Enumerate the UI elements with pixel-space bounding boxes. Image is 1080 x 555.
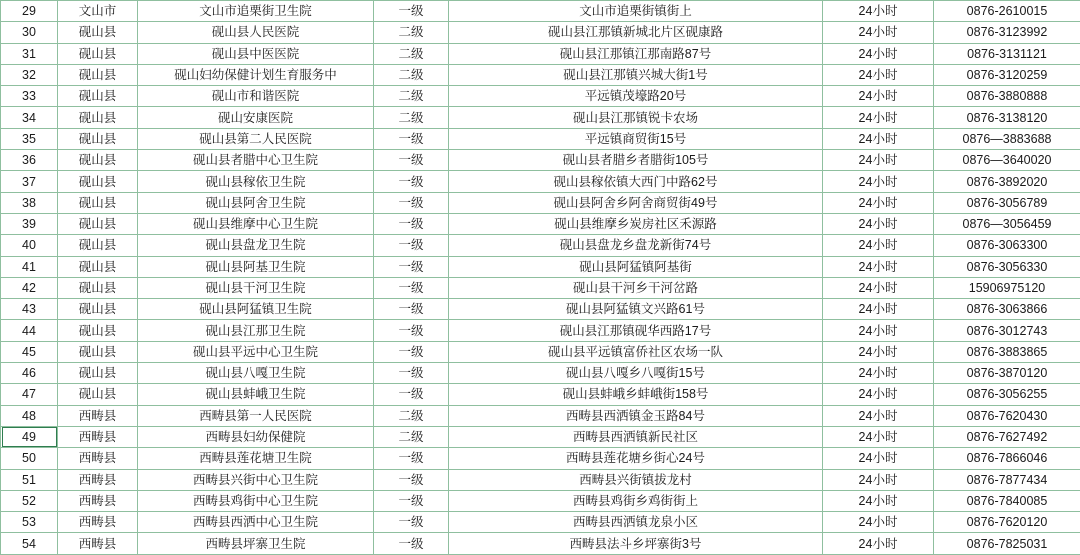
cell-area[interactable]: 西畴县 [58,426,138,447]
table-row[interactable] [1,22,1080,43]
cell-address[interactable]: 西畴县兴街镇拔龙村 [449,469,823,490]
cell-address[interactable]: 平远镇商贸街15号 [449,128,823,149]
cell-hours[interactable]: 24小时 [823,490,934,511]
cell-index[interactable]: 54 [1,533,58,554]
cell-hours[interactable]: 24小时 [823,363,934,384]
cell-name[interactable]: 砚山县第二人民医院 [138,128,374,149]
cell-name[interactable]: 砚山县稼依卫生院 [138,171,374,192]
cell-phone[interactable]: 0876-3063300 [934,235,1080,256]
cell-hours[interactable]: 24小时 [823,256,934,277]
cell-hours[interactable]: 24小时 [823,192,934,213]
cell-phone[interactable]: 0876-3063866 [934,299,1080,320]
cell-index[interactable]: 51 [1,469,58,490]
cell-phone[interactable]: 0876-3012743 [934,320,1080,341]
cell-index[interactable]: 35 [1,128,58,149]
cell-index[interactable]: 36 [1,150,58,171]
cell-name[interactable]: 砚山妇幼保健计划生育服务中 [138,64,374,85]
cell-address[interactable]: 砚山县阿猛镇文兴路61号 [449,299,823,320]
cell-hours[interactable]: 24小时 [823,22,934,43]
cell-area[interactable]: 砚山县 [58,43,138,64]
cell-level[interactable]: 一级 [374,277,449,298]
cell-address[interactable]: 砚山县者腊乡者腊街105号 [449,150,823,171]
cell-index[interactable]: 52 [1,490,58,511]
cell-address[interactable]: 砚山县阿舍乡阿舍商贸街49号 [449,192,823,213]
cell-area[interactable]: 西畴县 [58,469,138,490]
cell-hours[interactable]: 24小时 [823,512,934,533]
cell-name[interactable]: 西畴县鸡街中心卫生院 [138,490,374,511]
cell-hours[interactable]: 24小时 [823,341,934,362]
cell-area[interactable]: 西畴县 [58,405,138,426]
cell-phone[interactable]: 0876-3883865 [934,341,1080,362]
cell-address[interactable]: 砚山县江那镇兴城大街1号 [449,64,823,85]
table-row[interactable] [1,363,1080,384]
table-row[interactable] [1,256,1080,277]
cell-name[interactable]: 砚山县人民医院 [138,22,374,43]
cell-hours[interactable]: 24小时 [823,128,934,149]
cell-phone[interactable]: 0876-3870120 [934,363,1080,384]
cell-hours[interactable]: 24小时 [823,384,934,405]
cell-name[interactable]: 西畴县妇幼保健院 [138,426,374,447]
cell-hours[interactable]: 24小时 [823,43,934,64]
cell-level[interactable]: 一级 [374,490,449,511]
cell-phone[interactable]: 0876-3120259 [934,64,1080,85]
cell-phone[interactable]: 0876-7620430 [934,405,1080,426]
table-row[interactable] [1,341,1080,362]
cell-phone[interactable]: 0876-3056789 [934,192,1080,213]
cell-phone[interactable]: 0876-3056330 [934,256,1080,277]
cell-level[interactable]: 一级 [374,192,449,213]
cell-area[interactable]: 砚山县 [58,363,138,384]
cell-area[interactable]: 砚山县 [58,213,138,234]
cell-hours[interactable]: 24小时 [823,533,934,554]
cell-index[interactable]: 53 [1,512,58,533]
cell-level[interactable]: 一级 [374,171,449,192]
cell-address[interactable]: 砚山县干河乡干河岔路 [449,277,823,298]
cell-index[interactable]: 41 [1,256,58,277]
cell-level[interactable]: 一级 [374,533,449,554]
cell-hours[interactable]: 24小时 [823,213,934,234]
cell-address[interactable]: 西畴县西洒镇龙泉小区 [449,512,823,533]
cell-area[interactable]: 西畴县 [58,512,138,533]
cell-address[interactable]: 砚山县阿猛镇阿基街 [449,256,823,277]
cell-index[interactable]: 31 [1,43,58,64]
table-row[interactable] [1,128,1080,149]
cell-area[interactable]: 西畴县 [58,490,138,511]
cell-level[interactable]: 一级 [374,150,449,171]
cell-index[interactable]: 39 [1,213,58,234]
cell-address[interactable]: 西畴县鸡街乡鸡街街上 [449,490,823,511]
table-row[interactable] [1,107,1080,128]
cell-address[interactable]: 砚山县江那镇砚华西路17号 [449,320,823,341]
cell-hours[interactable]: 24小时 [823,320,934,341]
table-row[interactable] [1,320,1080,341]
cell-name[interactable]: 砚山县阿基卫生院 [138,256,374,277]
cell-level[interactable]: 二级 [374,107,449,128]
cell-hours[interactable]: 24小时 [823,235,934,256]
cell-phone[interactable]: 0876-3123992 [934,22,1080,43]
cell-index[interactable]: 33 [1,86,58,107]
cell-phone[interactable]: 0876-3892020 [934,171,1080,192]
cell-hours[interactable]: 24小时 [823,405,934,426]
cell-area[interactable]: 砚山县 [58,64,138,85]
table-row[interactable] [1,1,1080,22]
cell-name[interactable]: 砚山县平远中心卫生院 [138,341,374,362]
cell-address[interactable]: 西畴县西洒镇新民社区 [449,426,823,447]
cell-name[interactable]: 砚山县江那卫生院 [138,320,374,341]
cell-address[interactable]: 西畴县西洒镇金玉路84号 [449,405,823,426]
cell-address[interactable]: 平远镇茂壕路20号 [449,86,823,107]
table-row[interactable] [1,384,1080,405]
cell-name[interactable]: 砚山县干河卫生院 [138,277,374,298]
cell-phone[interactable]: 0876—3640020 [934,150,1080,171]
table-body [1,1,1080,555]
cell-index[interactable]: 42 [1,277,58,298]
cell-level[interactable]: 一级 [374,384,449,405]
cell-name[interactable]: 砚山县者腊中心卫生院 [138,150,374,171]
cell-address[interactable]: 砚山县江那镇锐卡农场 [449,107,823,128]
cell-index[interactable]: 49 [1,426,58,447]
cell-address[interactable]: 西畴县莲花塘乡街心24号 [449,448,823,469]
cell-name[interactable]: 砚山县盘龙卫生院 [138,235,374,256]
cell-hours[interactable]: 24小时 [823,171,934,192]
cell-level[interactable]: 一级 [374,299,449,320]
cell-phone[interactable]: 0876—3883688 [934,128,1080,149]
cell-name[interactable]: 砚山县八嘎卫生院 [138,363,374,384]
cell-index[interactable]: 30 [1,22,58,43]
cell-level[interactable]: 一级 [374,341,449,362]
table-row[interactable] [1,235,1080,256]
cell-level[interactable]: 一级 [374,235,449,256]
cell-level[interactable]: 一级 [374,213,449,234]
cell-index[interactable]: 43 [1,299,58,320]
cell-name[interactable]: 砚山县阿猛镇卫生院 [138,299,374,320]
cell-index[interactable]: 32 [1,64,58,85]
cell-phone[interactable]: 0876-2610015 [934,1,1080,22]
cell-address[interactable]: 砚山县江那镇新城北片区砚康路 [449,22,823,43]
cell-name[interactable]: 西畴县坪寨卫生院 [138,533,374,554]
cell-level[interactable]: 二级 [374,64,449,85]
cell-address[interactable]: 砚山县盘龙乡盘龙新街74号 [449,235,823,256]
table-row[interactable] [1,533,1080,554]
cell-name[interactable]: 西畴县兴街中心卫生院 [138,469,374,490]
table-row[interactable] [1,405,1080,426]
table-row[interactable] [1,448,1080,469]
cell-hours[interactable]: 24小时 [823,86,934,107]
cell-phone[interactable]: 0876-7840085 [934,490,1080,511]
cell-phone[interactable]: 15906975120 [934,277,1080,298]
table-row[interactable] [1,490,1080,511]
cell-index[interactable]: 38 [1,192,58,213]
cell-address[interactable]: 砚山县平远镇富侨社区农场一队 [449,341,823,362]
cell-area[interactable]: 砚山县 [58,22,138,43]
cell-hours[interactable]: 24小时 [823,150,934,171]
table-row[interactable] [1,192,1080,213]
cell-address[interactable]: 砚山县蚌峨乡蚌峨街158号 [449,384,823,405]
cell-address[interactable]: 砚山县江那镇江那南路87号 [449,43,823,64]
cell-area[interactable]: 砚山县 [58,299,138,320]
cell-phone[interactable]: 0876-3138120 [934,107,1080,128]
cell-index[interactable]: 46 [1,363,58,384]
cell-index[interactable]: 40 [1,235,58,256]
cell-area[interactable]: 砚山县 [58,128,138,149]
cell-level[interactable]: 一级 [374,128,449,149]
cell-area[interactable]: 文山市 [58,1,138,22]
table-row[interactable] [1,213,1080,234]
cell-name[interactable]: 砚山县阿舍卫生院 [138,192,374,213]
cell-level[interactable]: 二级 [374,426,449,447]
cell-hours[interactable]: 24小时 [823,107,934,128]
cell-name[interactable]: 西畴县莲花塘卫生院 [138,448,374,469]
cell-level[interactable]: 一级 [374,320,449,341]
cell-name[interactable]: 砚山安康医院 [138,107,374,128]
table-row[interactable] [1,277,1080,298]
cell-name[interactable]: 砚山县蚌峨卫生院 [138,384,374,405]
cell-hours[interactable]: 24小时 [823,299,934,320]
cell-address[interactable]: 砚山县稼依镇大西门中路62号 [449,171,823,192]
cell-phone[interactable]: 0876-3131121 [934,43,1080,64]
cell-area[interactable]: 砚山县 [58,341,138,362]
cell-area[interactable]: 砚山县 [58,384,138,405]
cell-phone[interactable]: 0876-3880888 [934,86,1080,107]
cell-index[interactable]: 48 [1,405,58,426]
cell-index[interactable]: 50 [1,448,58,469]
cell-level[interactable]: 二级 [374,86,449,107]
cell-index[interactable]: 47 [1,384,58,405]
cell-area[interactable]: 砚山县 [58,256,138,277]
cell-index[interactable]: 34 [1,107,58,128]
cell-hours[interactable]: 24小时 [823,469,934,490]
cell-address[interactable]: 砚山县八嘎乡八嘎街15号 [449,363,823,384]
cell-level[interactable]: 二级 [374,43,449,64]
cell-phone[interactable]: 0876-7627492 [934,426,1080,447]
cell-name[interactable]: 西畴县第一人民医院 [138,405,374,426]
cell-area[interactable]: 砚山县 [58,192,138,213]
cell-name[interactable]: 砚山县维摩中心卫生院 [138,213,374,234]
cell-phone[interactable]: 0876-7825031 [934,533,1080,554]
table-row[interactable] [1,86,1080,107]
cell-area[interactable]: 西畴县 [58,533,138,554]
cell-hours[interactable]: 24小时 [823,426,934,447]
cell-level[interactable]: 二级 [374,405,449,426]
table-row[interactable] [1,299,1080,320]
cell-index[interactable]: 37 [1,171,58,192]
cell-name[interactable]: 砚山县中医医院 [138,43,374,64]
cell-hours[interactable]: 24小时 [823,1,934,22]
cell-address[interactable]: 西畴县法斗乡坪寨街3号 [449,533,823,554]
cell-address[interactable]: 砚山县维摩乡炭房社区禾源路 [449,213,823,234]
cell-address[interactable]: 文山市追栗街镇街上 [449,1,823,22]
cell-phone[interactable]: 0876-7866046 [934,448,1080,469]
cell-level[interactable]: 一级 [374,448,449,469]
cell-hours[interactable]: 24小时 [823,277,934,298]
cell-phone[interactable]: 0876-7877434 [934,469,1080,490]
table-row[interactable] [1,512,1080,533]
cell-index[interactable]: 45 [1,341,58,362]
cell-level[interactable]: 一级 [374,256,449,277]
table-row[interactable] [1,171,1080,192]
table-row[interactable] [1,150,1080,171]
cell-level[interactable]: 一级 [374,469,449,490]
cell-area[interactable]: 砚山县 [58,277,138,298]
cell-hours[interactable]: 24小时 [823,64,934,85]
cell-area[interactable]: 砚山县 [58,150,138,171]
table-row[interactable] [1,43,1080,64]
cell-area[interactable]: 砚山县 [58,86,138,107]
cell-phone[interactable]: 0876-3056255 [934,384,1080,405]
cell-index[interactable]: 29 [1,1,58,22]
cell-index[interactable]: 44 [1,320,58,341]
cell-area[interactable]: 砚山县 [58,171,138,192]
cell-level[interactable]: 一级 [374,363,449,384]
cell-area[interactable]: 砚山县 [58,235,138,256]
table-row[interactable] [1,426,1080,447]
table-row[interactable] [1,469,1080,490]
cell-hours[interactable]: 24小时 [823,448,934,469]
cell-phone[interactable]: 0876—3056459 [934,213,1080,234]
cell-area[interactable]: 砚山县 [58,107,138,128]
cell-level[interactable]: 一级 [374,512,449,533]
cell-name[interactable]: 砚山市和谐医院 [138,86,374,107]
cell-phone[interactable]: 0876-7620120 [934,512,1080,533]
cell-level[interactable]: 一级 [374,1,449,22]
cell-area[interactable]: 砚山县 [58,320,138,341]
cell-name[interactable]: 西畴县西洒中心卫生院 [138,512,374,533]
cell-area[interactable]: 西畴县 [58,448,138,469]
cell-level[interactable]: 二级 [374,22,449,43]
table-row[interactable] [1,64,1080,85]
cell-name[interactable]: 文山市追栗街卫生院 [138,1,374,22]
